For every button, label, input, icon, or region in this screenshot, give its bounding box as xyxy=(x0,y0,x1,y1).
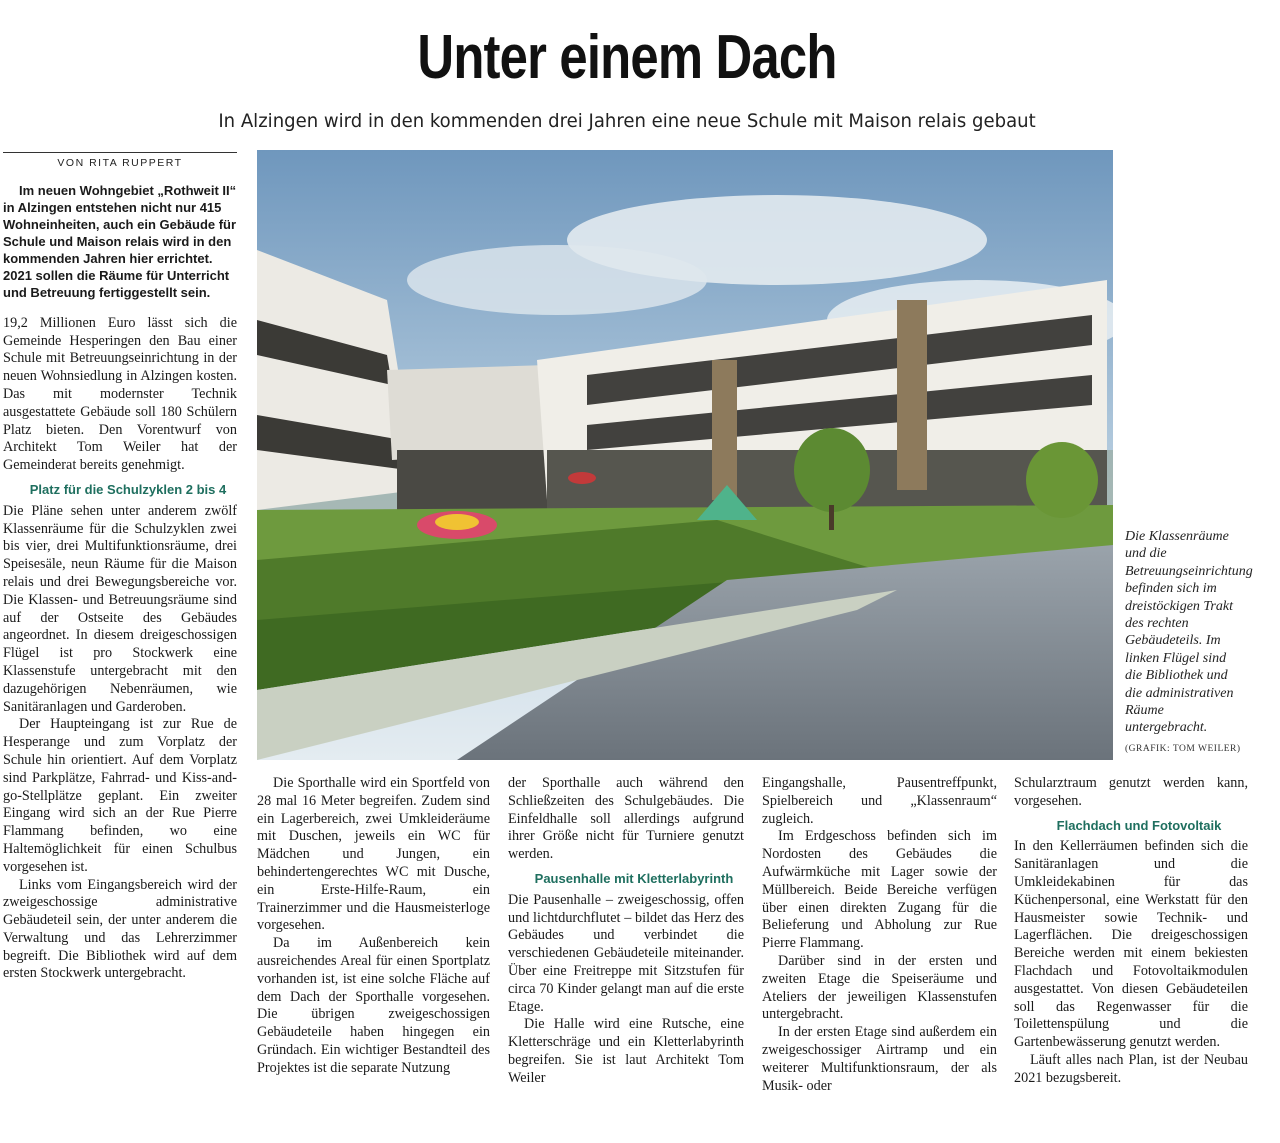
body-paragraph: Links vom Eingangsbereich wird der zweigeschossige administrative Gebäudeteil sein, der unter anderem die Verwaltung und das Lehrerzimmer begreift. Die Bibliothek wird auf dem ersten Stockwerk untergebracht. xyxy=(3,876,237,982)
subheadline: In Alzingen wird in den kommenden drei Jahren eine neue Schule mit Maison relais gebaut xyxy=(218,110,1036,132)
body-paragraph: Die Halle wird eine Rutsche, eine Kletterschräge und ein Kletterlabyrinth begreifen. Sie ist laut Architekt Tom Weiler xyxy=(508,1016,744,1086)
section-subheading: Pausenhalle mit Kletterlabyrinth xyxy=(534,870,734,886)
image-credit: (GRAFIK: TOM WEILER) xyxy=(1125,744,1241,754)
body-paragraph: Darüber sind in der ersten und zweiten Etage die Speiseräume und Ateliers der jeweiligen Klassenstufen untergebracht. xyxy=(762,952,997,1023)
text-column-5 xyxy=(1014,775,1248,1088)
body-paragraph: Die Pläne sehen unter anderem zwölf Klassenräume für die Schulzyklen zwei bis vier, drei Multifunktionsräume, drei Speisesäle, neun Räume für die Maison relais und drei Bewegungsbereiche vor. Die Klassen- und Betreuungsräume sind auf der Ostseite des Gebäudes angeordnet. In diesem dreigeschossigen Flügel ist pro Stockwerk eine Klassenstufe untergebracht mit den dazugehörigen Nebenräumen, wie Sanitäranlagen und Garderoben. xyxy=(3,502,237,715)
text-column-2 xyxy=(257,775,490,1078)
architectural-rendering xyxy=(257,150,1113,760)
body-paragraph: Im Erdgeschoss befinden sich im Nordosten des Gebäudes die Aufwärmküche mit Lager sowie der Müllbereich. Beide Bereiche verfügen über einen direkten Zugang für die Belieferung und Abholung zur Rue Pierre Flammang. xyxy=(762,828,997,952)
text-column-4 xyxy=(762,775,997,1095)
body-paragraph: Der Haupteingang ist zur Rue de Hesperange und zum Vorplatz der Schule hin orientiert. Auf dem Vorplatz sind Parkplätze, Fahrrad- und Kiss-and-go-Stellplätze geplant. Ein zweiter Eingang wird sich an der Rue Pierre Flammang befinden, wo eine Haltemöglichkeit für einen Schulbus vorgesehen ist. xyxy=(3,716,237,875)
body-paragraph: In der ersten Etage sind außerdem ein zweigeschossiger Airtramp und ein weiterer Multifunktionsraum, der als Musik- oder xyxy=(762,1024,997,1094)
body-paragraph: der Sporthalle auch während den Schließzeiten des Schulgebäudes. Die Einfeldhalle soll allerdings aufgrund ihrer Größe nicht für Turniere genutzt werden. xyxy=(508,775,744,863)
section-subheading: Platz für die Schulzyklen 2 bis 4 xyxy=(29,481,227,497)
body-paragraph: Da im Außenbereich kein ausreichendes Areal für einen Sportplatz vorhanden ist, ist eine solche Fläche auf dem Dach der Sporthalle vorgesehen. Die übrigen zweigeschossigen Gebäudeteile haben hingegen ein Gründach. Ein wichtiger Bestandteil des Projektes ist die separate Nutzung xyxy=(257,935,490,1076)
school-building-rendering xyxy=(257,150,1113,760)
image-caption: Die Klassenräume und die Betreuungseinrichtung befinden sich im dreistöckigen Trakt des rechten Gebäudeteils. Im linken Flügel sind die Bibliothek und die administrativen Räume untergebracht. xyxy=(1125,529,1253,736)
text-column-1 xyxy=(3,152,237,983)
section-subheading: Flachdach und Fotovoltaik xyxy=(1056,817,1222,833)
byline: VON RITA RUPPERT xyxy=(3,152,237,173)
lead-paragraph: Im neuen Wohngebiet „Rothweit II“ in Alzingen entstehen nicht nur 415 Wohneinheiten, auch ein Gebäude für Schule und Maison relais wird in den kommenden Jahren hier errichtet. 2021 sollen die Räume für Unterricht und Betreuung fertiggestellt sein. xyxy=(3,182,237,300)
body-paragraph: Eingangshalle, Pausentreffpunkt, Spielbereich und „Klassenraum“ zugleich. xyxy=(762,775,997,827)
text-column-3 xyxy=(508,775,744,1088)
body-paragraph: Die Sporthalle wird ein Sportfeld von 28 mal 16 Meter begreifen. Zudem sind ein Lagerbereich, zwei Umkleideräume mit Duschen, jeweils ein WC für Mädchen und Jungen, ein behindertengerechtes WC mit Dusche, ein Erste-Hilfe-Raum, ein Trainerzimmer und die Hausmeisterloge vorgesehen. xyxy=(257,775,490,934)
body-paragraph: Schularztraum genutzt werden kann, vorgesehen. xyxy=(1014,775,1248,809)
body-paragraph: Die Pausenhalle – zweigeschossig, offen und lichtdurchflutet – bildet das Herz des Gebäudes und verbindet die verschiedenen Gebäudeteile miteinander. Über eine Freitreppe mit Sitzstufen für circa 70 Kinder gelangt man auf die erste Etage. xyxy=(508,891,744,1015)
body-paragraph: 19,2 Millionen Euro lässt sich die Gemeinde Hesperingen den Bau einer Schule mit Betreuungseinrichtung in der neuen Wohnsiedlung in Alzingen kosten. Das mit modernster Technik ausgestattete Gebäude soll 180 Schülern Platz bieten. Den Vorentwurf von Architekt Tom Weiler hat der Gemeinderat bereits genehmigt. xyxy=(3,314,237,474)
body-paragraph: In den Kellerräumen befinden sich die Sanitäranlagen und die Umkleidekabinen für das Küchenpersonal, eine Werkstatt für den Hausmeister sowie Technik- und Lagerflächen. Die dreigeschossigen Bereiche werden mit einem bekiesten Flachdach und Fotovoltaikmodulen ausgestattet. Von diesen Gebäudeteilen soll das Regenwasser für die Toilettenspülung und die Gartenbewässerung genutzt werden. xyxy=(1014,838,1248,1051)
headline: Unter einem Dach xyxy=(417,23,837,92)
body-paragraph: Läuft alles nach Plan, ist der Neubau 2021 bezugsbereit. xyxy=(1014,1051,1248,1086)
